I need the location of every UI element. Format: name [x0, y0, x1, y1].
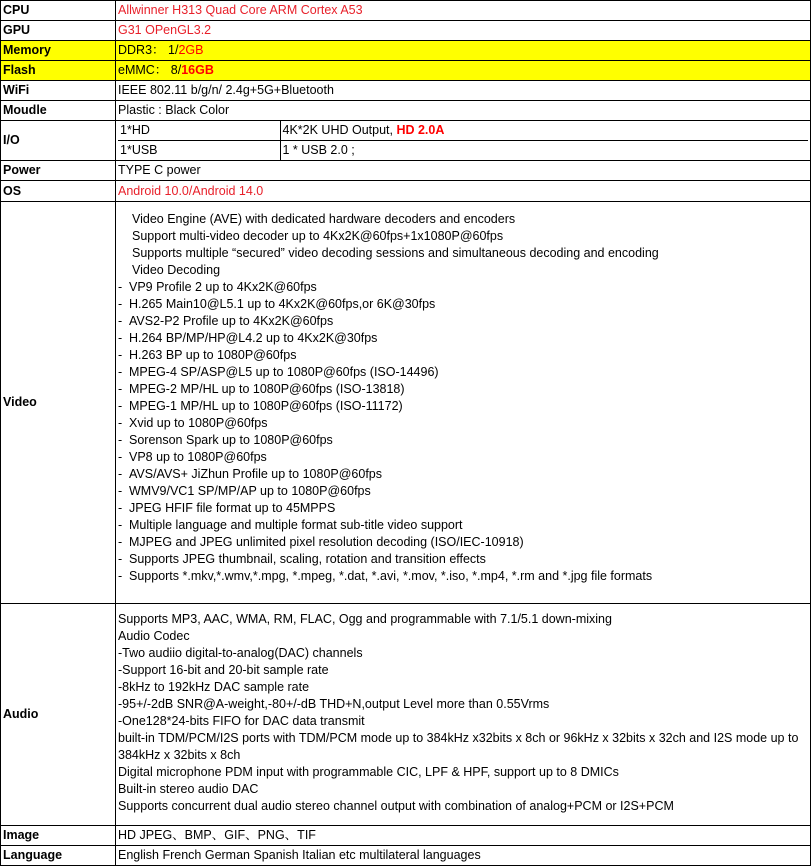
- row-moudle: [1, 101, 811, 121]
- row-power: [1, 161, 811, 181]
- row-language: [1, 846, 811, 866]
- video-item-text: H.265 Main10@L5.1 up to 4Kx2K@60fps,or 6K@30fps: [129, 297, 436, 311]
- video-item-text: VP8 up to 1080P@60fps: [129, 450, 267, 464]
- bullet-dash: -: [118, 348, 123, 362]
- video-item-text: Sorenson Spark up to 1080P@60fps: [129, 433, 333, 447]
- label-os: OS: [1, 181, 116, 202]
- io-port-highlight: HD 2.0A: [396, 123, 445, 137]
- value-video: [116, 202, 811, 604]
- label-language: Language: [1, 846, 116, 866]
- video-list-item: [118, 347, 808, 364]
- video-item-text: MPEG-2 MP/HL up to 1080P@60fps (ISO-13818): [129, 382, 405, 396]
- video-list-item: [118, 296, 808, 313]
- audio-list-item: -8kHz to 192kHz DAC sample rate: [118, 679, 310, 694]
- video-intro-line: Supports multiple “secured” video decoding sessions and simultaneous decoding and encoding: [132, 246, 659, 260]
- label-image: Image: [1, 826, 116, 846]
- video-list-item: [118, 330, 808, 347]
- io-port-row: [118, 141, 808, 161]
- row-image: [1, 826, 811, 846]
- value-io: [116, 121, 811, 161]
- bullet-dash: -: [118, 484, 123, 498]
- label-memory: Memory: [1, 41, 116, 61]
- video-list-item: [118, 279, 808, 296]
- bullet-dash: -: [118, 535, 123, 549]
- video-item-text: Supports JPEG thumbnail, scaling, rotation and transition effects: [129, 552, 486, 566]
- audio-list-item: -95+/-2dB SNR@A-weight,-80+/-dB THD+N,output Level more than 0.55Vrms: [118, 696, 550, 711]
- audio-list-item: -Support 16-bit and 20-bit sample rate: [118, 662, 329, 677]
- video-list-item: [118, 551, 808, 568]
- io-port-desc: [280, 121, 808, 141]
- audio-list-item: built-in TDM/PCM/I2S ports with TDM/PCM mode up to 384kHz x32bits x 8ch or 96kHz x 32bits x 32ch and I2S mode up to 384kHz x 32bits x 8ch: [118, 730, 799, 762]
- io-subtable: [118, 121, 808, 160]
- io-port-row: [118, 121, 808, 141]
- memory-size: 2GB: [178, 43, 204, 57]
- video-intro-line: Support multi-video decoder up to 4Kx2K@60fps+1x1080P@60fps: [132, 229, 504, 243]
- io-port-name: 1*HD: [118, 121, 280, 141]
- audio-list-item: -One128*24-bits FIFO for DAC data transmit: [118, 713, 365, 728]
- bullet-dash: -: [118, 314, 123, 328]
- video-item-text: VP9 Profile 2 up to 4Kx2K@60fps: [129, 280, 317, 294]
- video-item-text: AVS2-P2 Profile up to 4Kx2K@60fps: [129, 314, 334, 328]
- row-cpu: [1, 1, 811, 21]
- video-list-item: [118, 415, 808, 432]
- bullet-dash: -: [118, 382, 123, 396]
- bullet-dash: -: [118, 365, 123, 379]
- label-audio: Audio: [1, 604, 116, 826]
- row-wifi: [1, 81, 811, 101]
- bullet-dash: -: [118, 501, 123, 515]
- bullet-dash: -: [118, 552, 123, 566]
- row-io: [1, 121, 811, 161]
- label-cpu: CPU: [1, 1, 116, 21]
- audio-list-item: Audio Codec: [118, 628, 190, 643]
- row-os: [1, 181, 811, 202]
- audio-feature-list: [118, 605, 808, 825]
- video-list-item: [118, 364, 808, 381]
- value-flash: [116, 61, 811, 81]
- audio-list-item: Supports MP3, AAC, WMA, RM, FLAC, Ogg and programmable with 7.1/5.1 down-mixing: [118, 611, 612, 626]
- video-feature-list: [118, 207, 808, 598]
- video-intro-line: Video Engine (AVE) with dedicated hardware decoders and encoders: [132, 212, 516, 226]
- io-port-name: 1*USB: [118, 141, 280, 161]
- bullet-dash: -: [118, 399, 123, 413]
- value-image: HD JPEG、BMP、GIF、PNG、TIF: [116, 826, 811, 846]
- bullet-dash: -: [118, 518, 123, 532]
- video-item-text: WMV9/VC1 SP/MP/AP up to 1080P@60fps: [129, 484, 371, 498]
- bullet-dash: -: [118, 467, 123, 481]
- video-list-item: [118, 432, 808, 449]
- video-item-text: H.263 BP up to 1080P@60fps: [129, 348, 297, 362]
- bullet-dash: -: [118, 569, 123, 583]
- bullet-dash: -: [118, 450, 123, 464]
- bullet-dash: -: [118, 280, 123, 294]
- io-port-desc: 1 * USB 2.0 ;: [282, 143, 355, 157]
- video-list-item: [118, 381, 808, 398]
- video-item-text: MJPEG and JPEG unlimited pixel resolution decoding (ISO/IEC-10918): [129, 535, 524, 549]
- row-audio: [1, 604, 811, 826]
- bullet-dash: -: [118, 433, 123, 447]
- value-wifi: IEEE 802.11 b/g/n/ 2.4g+5G+Bluetooth: [116, 81, 811, 101]
- video-item-text: H.264 BP/MP/HP@L4.2 up to 4Kx2K@30fps: [129, 331, 378, 345]
- label-video: Video: [1, 202, 116, 604]
- video-intro-line: Video Decoding: [132, 263, 221, 277]
- label-io: I/O: [1, 121, 116, 161]
- value-audio: [116, 604, 811, 826]
- bullet-dash: -: [118, 297, 123, 311]
- value-moudle: Plastic : Black Color: [116, 101, 811, 121]
- video-item-text: JPEG HFIF file format up to 45MPPS: [129, 501, 336, 515]
- video-list-item: [118, 517, 808, 534]
- label-wifi: WiFi: [1, 81, 116, 101]
- label-moudle: Moudle: [1, 101, 116, 121]
- value-memory: [116, 41, 811, 61]
- video-list-item: [118, 483, 808, 500]
- video-item-text: Supports *.mkv,*.wmv,*.mpg, *.mpeg, *.dat, *.avi, *.mov, *.iso, *.mp4, *.rm and *.jpg file formats: [129, 569, 653, 583]
- row-memory: [1, 41, 811, 61]
- value-power: TYPE C power: [116, 161, 811, 181]
- bullet-dash: -: [118, 331, 123, 345]
- label-flash: Flash: [1, 61, 116, 81]
- video-list-item: [118, 449, 808, 466]
- video-item-text: MPEG-4 SP/ASP@L5 up to 1080P@60fps (ISO-14496): [129, 365, 439, 379]
- video-list-item: [118, 534, 808, 551]
- io-port-desc-text: 4K*2K UHD Output,: [282, 123, 397, 137]
- video-list-item: [118, 500, 808, 517]
- audio-list-item: Digital microphone PDM input with programmable CIC, LPF & HPF, support up to 8 DMICs: [118, 764, 619, 779]
- row-gpu: [1, 21, 811, 41]
- video-list-item: [118, 466, 808, 483]
- label-power: Power: [1, 161, 116, 181]
- bullet-dash: -: [118, 416, 123, 430]
- value-gpu: G31 OPenGL3.2: [116, 21, 811, 41]
- value-cpu: Allwinner H313 Quad Core ARM Cortex A53: [116, 1, 811, 21]
- audio-list-item: Supports concurrent dual audio stereo channel output with combination of analog+PCM or I2S+PCM: [118, 798, 674, 813]
- video-list-item: [118, 568, 808, 585]
- video-item-text: Multiple language and multiple format sub-title video support: [129, 518, 463, 532]
- video-list-item: [118, 398, 808, 415]
- memory-prefix: DDR3： 1/: [118, 43, 179, 57]
- flash-size: 16GB: [181, 63, 214, 77]
- label-gpu: GPU: [1, 21, 116, 41]
- row-video: [1, 202, 811, 604]
- row-flash: [1, 61, 811, 81]
- value-os: Android 10.0/Android 14.0: [116, 181, 811, 202]
- audio-list-item: -Two audiio digital-to-analog(DAC) channels: [118, 645, 363, 660]
- video-list-item: [118, 313, 808, 330]
- flash-prefix: eMMC： 8/: [118, 63, 182, 77]
- video-item-text: MPEG-1 MP/HL up to 1080P@60fps (ISO-11172): [129, 399, 403, 413]
- audio-list-item: Built-in stereo audio DAC: [118, 781, 259, 796]
- value-language: English French German Spanish Italian etc multilateral languages: [116, 846, 811, 866]
- video-item-text: AVS/AVS+ JiZhun Profile up to 1080P@60fps: [129, 467, 382, 481]
- video-item-text: Xvid up to 1080P@60fps: [129, 416, 268, 430]
